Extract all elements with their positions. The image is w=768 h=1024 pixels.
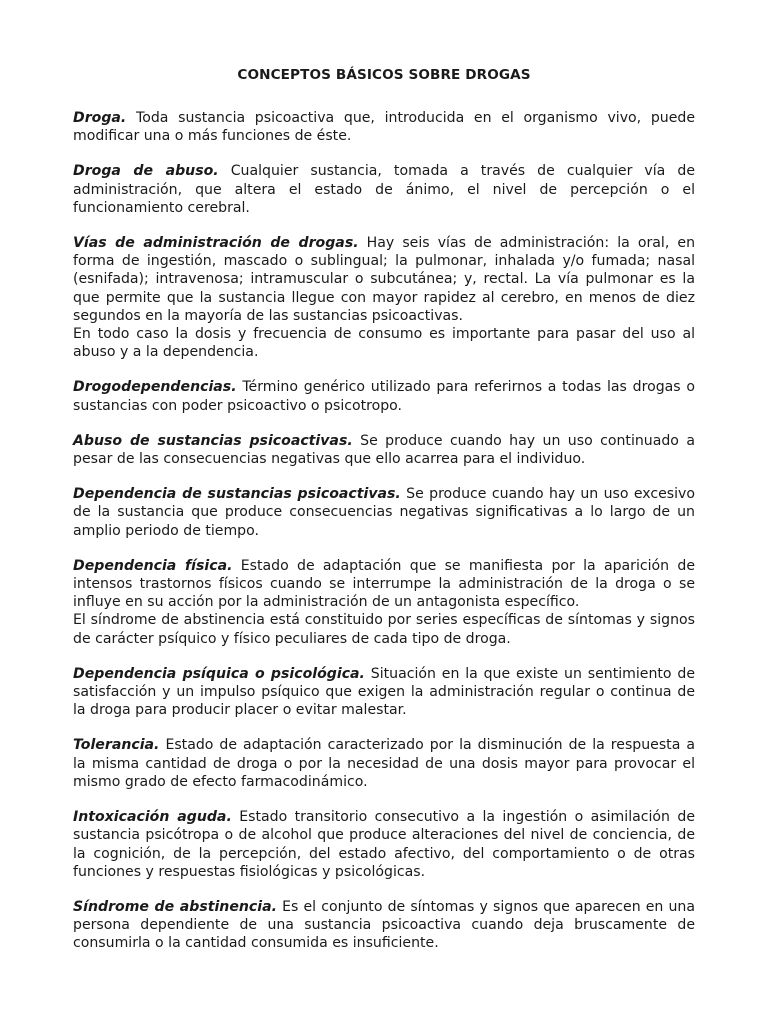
definition-term: Droga. (73, 110, 127, 126)
definition-paragraph (73, 234, 695, 325)
definition-text: Hay seis vías de administración: la oral, en forma de ingestión, mascado o sublingual; la pulmonar, inhalada y/o fumada; nasal (esnifada); intravenosa; intramuscular o subcutánea; y, rectal. La vía pulmonar es la que permite que la sustancia llegue con mayor rapidez al cerebro, en menos de diez segundos en la mayoría de las sustancias psicoactivas. (73, 235, 696, 324)
definition-term: Droga de abuso. (73, 163, 219, 180)
definition-term: Abuso de sustancias psicoactivas. (73, 432, 353, 449)
definition-text: Estado transitorio consecutivo a la ingestión o asimilación de sustancia psicótropa o de alcohol que produce alteraciones del nivel de conciencia, de la cognición, de la percepción, del estado afectivo, del comportamiento o de otras funciones y respuestas fisiológicas y psicológicas. (73, 809, 695, 880)
definition-term: Intoxicación aguda. (73, 809, 232, 826)
definition-term: Tolerancia. (73, 737, 160, 754)
definition-entry (73, 234, 695, 361)
definition-paragraph (73, 665, 695, 720)
definition-term: Dependencia psíquica o psicológica. (73, 665, 365, 682)
definition-entry (73, 109, 695, 145)
definition-term: Síndrome de abstinencia. (73, 898, 277, 915)
definition-text: Situación en la que existe un sentimiento de satisfacción y un impulso psíquico que exigen la administración regular o continua de la droga para producir placer o evitar malestar. (73, 665, 695, 719)
definition-paragraph (73, 808, 695, 881)
definition-text: Se produce cuando hay un uso continuado a pesar de las consecuencias negativas que ello acarrea para el individuo. (73, 432, 695, 468)
definition-paragraph (73, 162, 695, 217)
definition-text: Se produce cuando hay un uso excesivo de la sustancia que produce consecuencias negativas significativas a lo largo de un amplio periodo de tiempo. (73, 486, 695, 539)
definition-text: Término genérico utilizado para referirnos a todas las drogas o sustancias con poder psicoactivo o psicotropo. (73, 379, 696, 414)
document-title: CONCEPTOS BÁSICOS SOBRE DROGAS (237, 67, 531, 83)
definition-paragraph (73, 557, 695, 612)
definition-term: Dependencia de sustancias psicoactivas. (73, 486, 401, 503)
definition-entry (73, 432, 695, 468)
definition-entry (73, 665, 695, 720)
definition-entry (73, 808, 695, 881)
definition-paragraph (73, 378, 695, 414)
definition-entry (73, 485, 695, 540)
definition-paragraph (73, 898, 695, 953)
definition-text: Toda sustancia psicoactiva que, introducida en el organismo vivo, puede modificar una o más funciones de éste. (73, 110, 696, 145)
definition-paragraph (73, 485, 695, 540)
definition-paragraph (73, 109, 695, 145)
definition-term: Vías de administración de drogas. (73, 235, 359, 252)
document-page (73, 66, 695, 970)
definition-text: Estado de adaptación caracterizado por la disminución de la respuesta a la misma cantidad de droga o por la necesidad de una dosis mayor para provocar el mismo grado de efecto farmacodinámico. (73, 737, 695, 790)
definition-entry (73, 736, 695, 791)
definition-term: Dependencia física. (73, 557, 233, 574)
definition-entry (73, 557, 695, 648)
definition-entry (73, 378, 695, 414)
definition-term: Drogodependencias. (73, 379, 237, 396)
definition-paragraph (73, 736, 695, 791)
definition-entry (73, 162, 695, 217)
definition-entry (73, 898, 695, 953)
definition-extra: El síndrome de abstinencia está constituido por series específicas de síntomas y signos de carácter psíquico y físico peculiares de cada tipo de droga. (73, 612, 695, 647)
definition-text: Es el conjunto de síntomas y signos que aparecen en una persona dependiente de una sustancia psicoactiva cuando deja bruscamente de consumirla o la cantidad consumida es insuficiente. (73, 898, 695, 952)
definition-text: Cualquier sustancia, tomada a través de cualquier vía de administración, que altera el estado de ánimo, el nivel de percepción o el funcionamiento cerebral. (73, 163, 696, 216)
definition-paragraph (73, 432, 695, 468)
definition-extra: En todo caso la dosis y frecuencia de consumo es importante para pasar del uso al abuso y a la dependencia. (73, 326, 695, 361)
definition-text: Estado de adaptación que se manifiesta por la aparición de intensos trastornos físicos cuando se interrumpe la administración de la droga o se influye en su acción por la administración de un antagonista específico. (73, 557, 695, 611)
